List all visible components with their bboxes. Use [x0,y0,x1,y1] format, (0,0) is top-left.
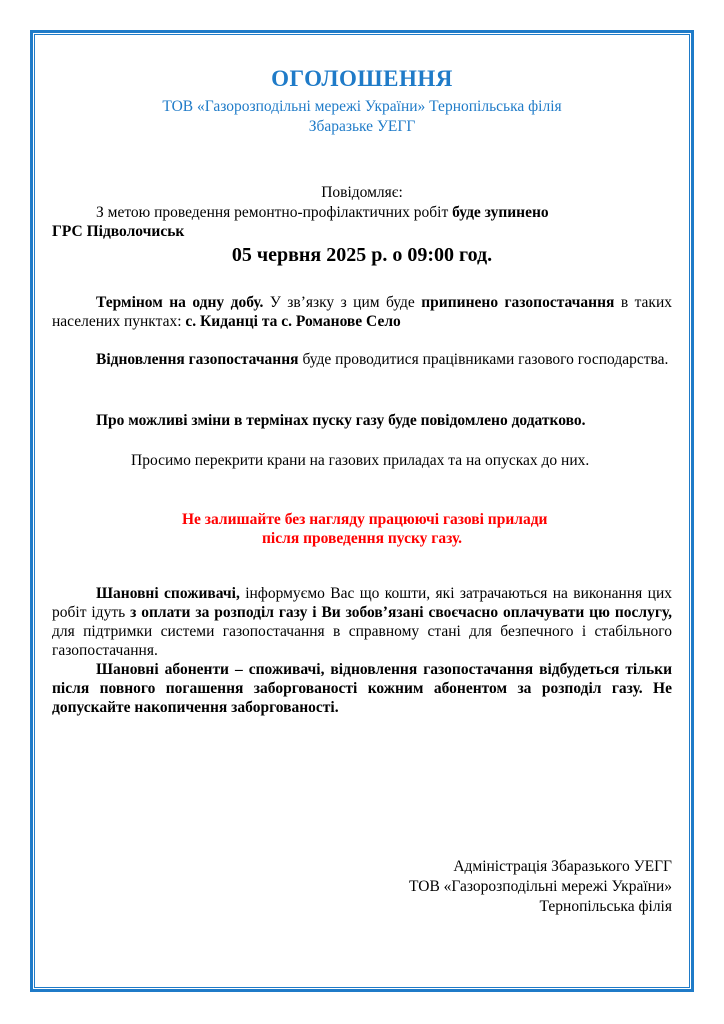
valves-request: Просимо перекрити крани на газових приладах та на опусках до них. [131,452,590,469]
organization-line: ТОВ «Газорозподільні мережі України» Тернопільська філія [162,98,562,115]
signature-line-1: Адміністрація Збаразького УЕГГ [453,858,672,875]
purpose-bold: буде зупинено [452,204,549,221]
consumers-bold-1: Шановні споживачі, [96,585,240,602]
consumers-text-2: для підтримки системи газопостачання в справному стані для безпечного і стабільного газопостачання. [52,623,672,659]
announcement-title: ОГОЛОШЕННЯ [271,66,453,91]
consumers-bold-2: з оплати за розподіл газу і Ви зобов’язані своєчасно оплачувати цю послугу, [130,604,672,621]
restore-text: буде проводитися працівниками газового господарства. [298,351,669,368]
restore-paragraph [52,350,672,369]
term-paragraph [52,293,672,331]
warning-line-1: Не залишайте без нагляду працюючі газові прилади [182,511,548,528]
consumers-paragraph [52,584,672,660]
signature-line-2: ТОВ «Газорозподільні мережі України» [409,878,672,895]
term-bold: Терміном на одну добу. [96,294,264,311]
unit-line: Збаразьке УЕГГ [308,118,416,135]
term-bold-2: припинено газопостачання [421,294,615,311]
shutdown-datetime: 05 червня 2025 р. о 09:00 год. [231,244,493,266]
signature-line-3: Тернопільська філія [539,898,672,915]
purpose-text: З метою проведення ремонтно-профілактичних робіт [96,204,453,221]
changes-notice: Про можливі зміни в термінах пуску газу буде повідомлено додатково. [96,412,586,429]
term-text-2: в таких населених пунктах: [52,294,672,330]
term-text: У зв’язку з цим буде [263,294,422,311]
warning-line-2: після проведення пуску газу. [262,530,463,547]
restore-bold: Відновлення газопостачання [96,351,299,368]
purpose-line [96,203,686,222]
intro-text: Повідомляє: [321,184,403,201]
subscribers-paragraph: Шановні абоненти – споживачі, відновлення газопостачання відбудеться тільки після повного погашення заборгованості кожним абонентом за розподіл газу. Не допускайте накопичення заборгованості. [52,661,672,716]
station-name: ГРС Підволочиськ [52,223,185,240]
term-places: с. Киданці та с. Романове Село [185,313,401,330]
consumers-text-1: інформуємо Вас що кошти, які затрачаються на виконання цих робіт ідуть [52,585,672,621]
